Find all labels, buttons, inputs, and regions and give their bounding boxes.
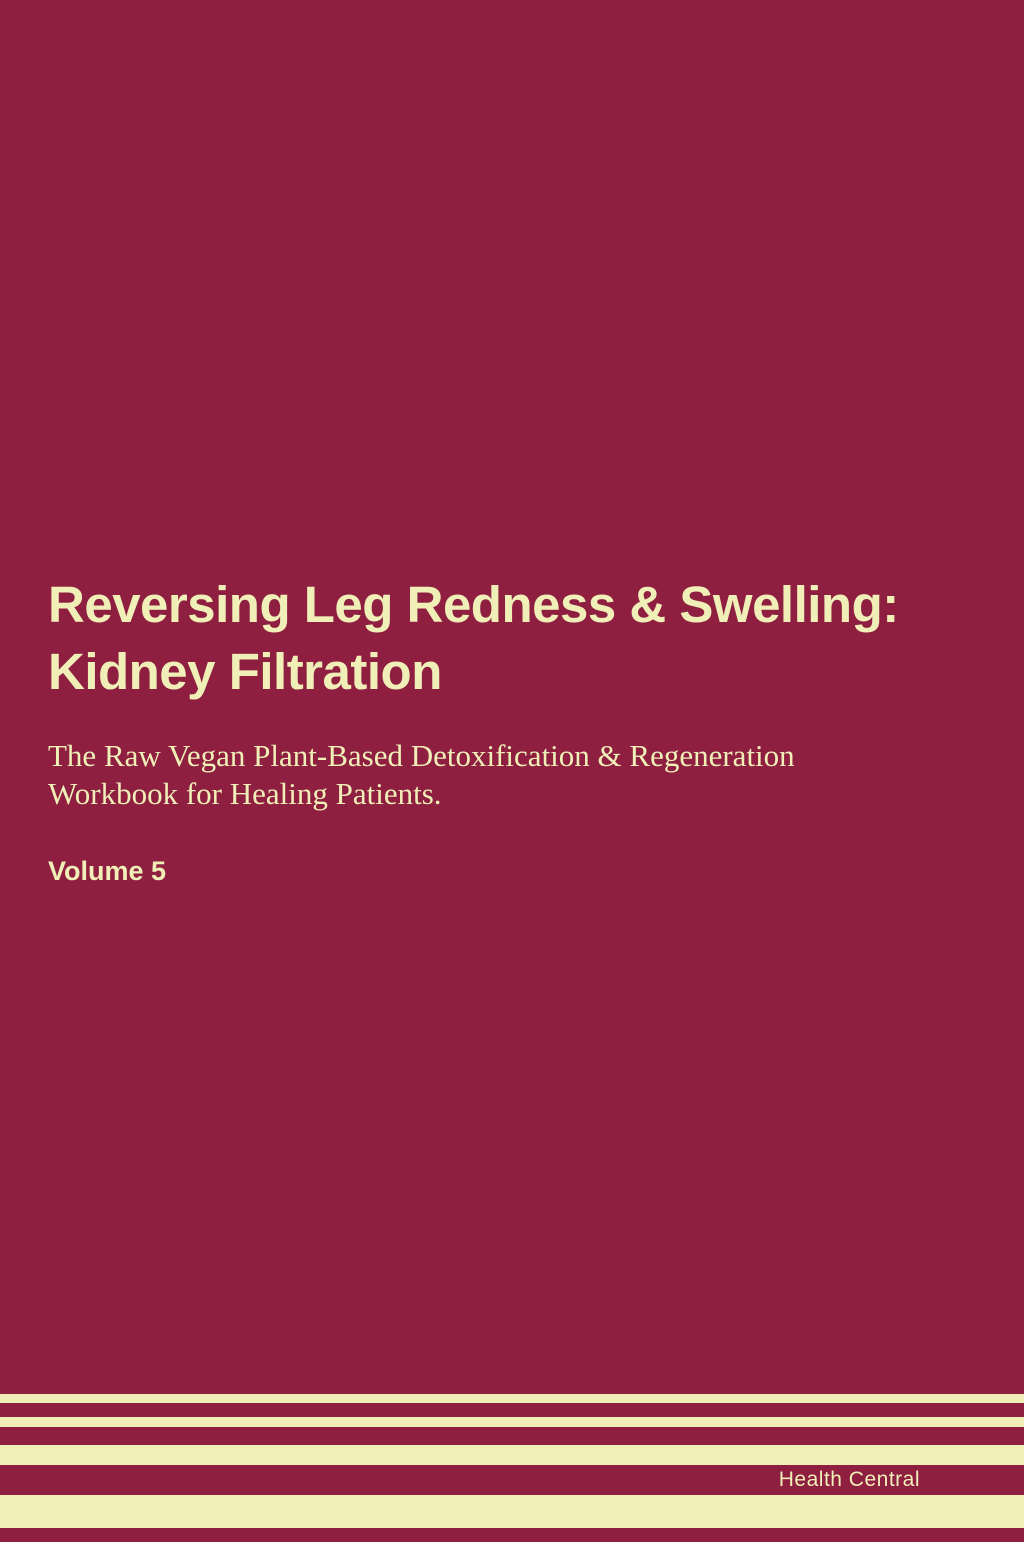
footer-stripe-2	[0, 1417, 1024, 1427]
footer-stripe-4	[0, 1495, 1024, 1528]
book-title-line2: Kidney Filtration	[48, 643, 442, 700]
book-title	[48, 571, 988, 705]
book-subtitle	[48, 737, 948, 812]
title-block	[48, 571, 988, 705]
publisher-band	[0, 1465, 1024, 1495]
volume-label: Volume 5	[48, 856, 167, 886]
book-subtitle-line2: Workbook for Healing Patients.	[48, 775, 442, 811]
book-title-line1: Reversing Leg Redness & Swelling:	[48, 576, 899, 633]
footer-stripe-1	[0, 1394, 1024, 1403]
footer-stripe-3	[0, 1445, 1024, 1465]
publisher-name: Health Central	[778, 1468, 920, 1491]
book-subtitle-line1: The Raw Vegan Plant-Based Detoxification & Regeneration	[48, 738, 795, 773]
